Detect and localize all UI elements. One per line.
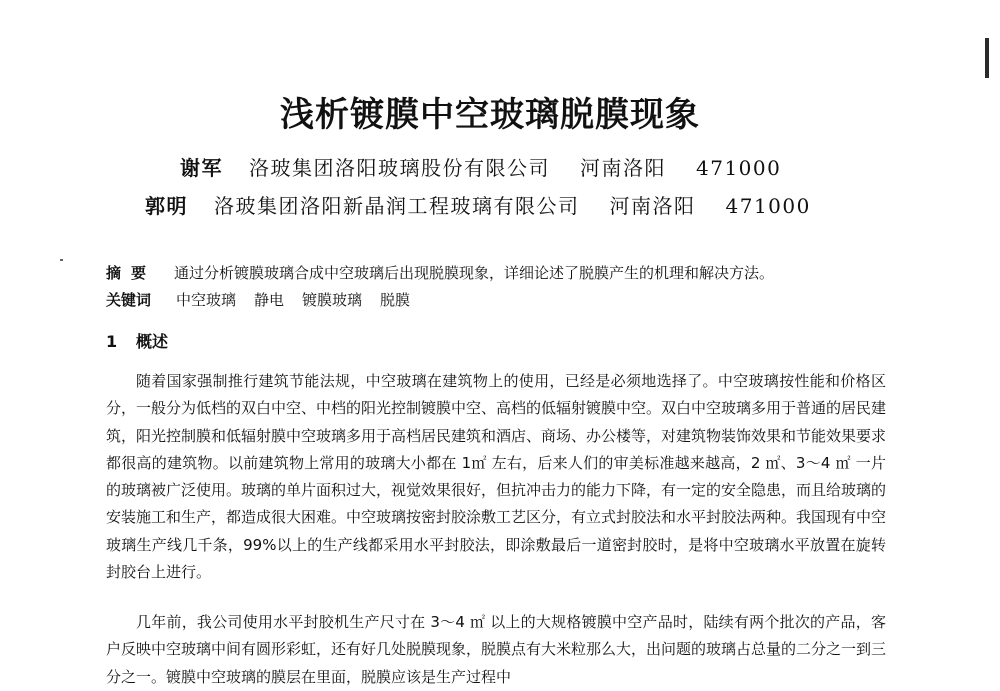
scan-speck bbox=[60, 259, 63, 261]
keywords bbox=[106, 289, 428, 311]
author-postcode: 471000 bbox=[725, 194, 811, 218]
author-line-1 bbox=[180, 154, 781, 182]
body-paragraph: 几年前，我公司使用水平封胶机生产尺寸在 3～4 ㎡ 以上的大规格镀膜中空产品时，陆续有两个批次的产品，客户反映中空玻璃中间有圆形彩虹，还有好几处脱膜现象，脱膜点有大米粒那么大，出问题的玻璃占总量的二分之一到三分之一。镀膜中空玻璃的膜层在里面，脱膜应该是生产过程中 bbox=[106, 613, 887, 686]
abstract bbox=[106, 262, 774, 284]
keyword: 镀膜玻璃 bbox=[302, 291, 363, 309]
author-line-2 bbox=[145, 192, 811, 220]
author-location: 河南洛阳 bbox=[580, 156, 666, 180]
author-name: 谢军 bbox=[180, 156, 223, 180]
author-postcode: 471000 bbox=[696, 156, 782, 180]
keywords-label: 关键词 bbox=[106, 291, 152, 309]
author-affiliation: 洛玻集团洛阳玻璃股份有限公司 bbox=[249, 156, 550, 180]
keyword: 静电 bbox=[254, 291, 285, 309]
author-location: 河南洛阳 bbox=[609, 194, 696, 218]
abstract-label: 摘要 bbox=[106, 264, 157, 282]
author-affiliation: 洛玻集团洛阳新晶润工程玻璃有限公司 bbox=[214, 194, 580, 218]
keyword: 中空玻璃 bbox=[176, 291, 237, 309]
abstract-text: 通过分析镀膜玻璃合成中空玻璃后出现脱膜现象，详细论述了脱膜产生的机理和解决方法。 bbox=[174, 264, 775, 282]
section-heading bbox=[106, 331, 168, 353]
author-name: 郭明 bbox=[145, 194, 188, 218]
scan-edge-mark bbox=[985, 38, 989, 78]
paper-title: 浅析镀膜中空玻璃脱膜现象 bbox=[280, 95, 700, 135]
section-number: 1 bbox=[106, 332, 118, 351]
section-title: 概述 bbox=[136, 332, 169, 351]
keyword: 脱膜 bbox=[380, 291, 411, 309]
body-paragraph: 随着国家强制推行建筑节能法规，中空玻璃在建筑物上的使用，已经是必须地选择了。中空玻璃按性能和价格区分，一般分为低档的双白中空、中档的阳光控制镀膜中空、高档的低辐射镀膜中空。双白中空玻璃多用于普通的居民建筑，阳光控制膜和低辐射膜中空玻璃多用于高档居民建筑和酒店、商场、办公楼等，对建筑物装饰效果和节能效果要求都很高的建筑物。以前建筑物上常用的玻璃大小都在 1㎡ 左右，后来人们的审美标准越来越高，2 ㎡、3～4 ㎡ 一片的玻璃被广泛使用。玻璃的单片面积过大，视觉效果很好，但抗冲击力的能力下降，有一定的安全隐患，而且给玻璃的安装施工和生产，都造成很大困难。中空玻璃按密封胶涂敷工艺区分，有立式封胶法和水平封胶法两种。我国现有中空玻璃生产线几千条，99%以上的生产线都采用水平封胶法，即涂敷最后一道密封胶时，是将中空玻璃水平放置在旋转封胶台上进行。 bbox=[106, 372, 887, 582]
